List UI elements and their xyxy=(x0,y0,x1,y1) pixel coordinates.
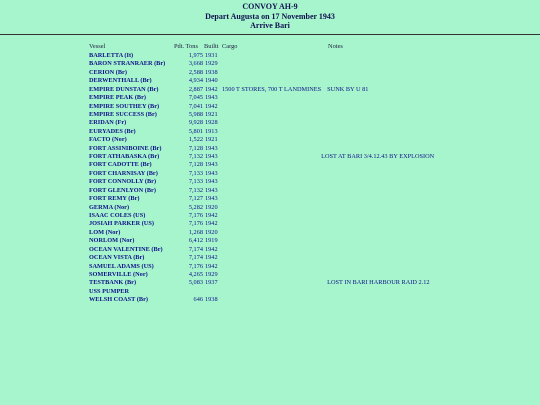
notes-cell xyxy=(321,271,434,279)
built-cell: 1929 xyxy=(205,270,218,278)
table-row xyxy=(89,254,434,262)
cargo-cell xyxy=(222,229,321,237)
cargo-cell xyxy=(222,94,321,102)
tons-cell: 7,132 xyxy=(188,186,203,194)
cargo-cell xyxy=(222,52,321,60)
cargo-cell xyxy=(222,237,321,245)
table-row xyxy=(89,246,434,254)
table-row xyxy=(89,69,434,77)
table-row xyxy=(89,77,434,85)
cargo-cell xyxy=(222,128,321,136)
built-cell: 1942 xyxy=(205,85,218,93)
cargo-cell xyxy=(222,136,321,144)
cargo-cell xyxy=(222,246,321,254)
cargo-cell xyxy=(222,296,321,304)
cargo-cell xyxy=(222,103,321,111)
table-row xyxy=(89,212,434,220)
cargo-cell xyxy=(222,170,321,178)
notes-cell xyxy=(321,60,434,68)
built-cell: 1920 xyxy=(205,203,218,211)
tons-cell: 7,128 xyxy=(188,161,203,169)
built-cell: 1937 xyxy=(205,279,218,287)
tons-cell: 7,041 xyxy=(188,102,203,110)
tons-cell: 7,045 xyxy=(188,94,203,102)
cargo-cell xyxy=(222,111,321,119)
built-cell: 1928 xyxy=(205,119,218,127)
convoy-header xyxy=(0,0,540,31)
cargo-cell xyxy=(222,60,321,68)
built-cell: 1919 xyxy=(205,237,218,245)
notes-cell: LOST IN BARI HARBOUR RAID 2.12 xyxy=(327,279,430,287)
notes-cell xyxy=(321,220,434,228)
tons-cell: 7,133 xyxy=(188,178,203,186)
tons-cell: 2,588 xyxy=(188,68,203,76)
tons-cell: 1,268 xyxy=(188,228,203,236)
vessel-cell: GERMA (Nor) xyxy=(89,203,130,211)
built-cell: 1943 xyxy=(205,94,218,102)
vessel-cell: BARON STRANRAER (Br) xyxy=(89,60,166,68)
table-row xyxy=(89,60,434,68)
built-cell: 1943 xyxy=(205,178,218,186)
built-cell: 1942 xyxy=(205,220,218,228)
vessel-cell: SOMERVILLE (Nor) xyxy=(89,270,148,278)
built-cell: 1942 xyxy=(205,254,218,262)
tons-cell: 7,132 xyxy=(188,153,203,161)
notes-cell xyxy=(321,229,434,237)
vessel-cell: LOM (Nor) xyxy=(89,228,121,236)
table-row xyxy=(89,288,434,296)
notes-cell xyxy=(321,161,434,169)
built-cell: 1943 xyxy=(205,169,218,177)
notes-cell xyxy=(321,246,434,254)
table-row xyxy=(89,263,434,271)
built-cell: 1938 xyxy=(205,68,218,76)
table-row xyxy=(89,271,434,279)
convoy-title: CONVOY AH-9 xyxy=(242,2,298,11)
cargo-cell xyxy=(222,263,321,271)
notes-cell xyxy=(321,94,434,102)
vessel-cell: JOSIAH PARKER (US) xyxy=(89,220,154,228)
notes-cell xyxy=(321,170,434,178)
tons-cell: 2,887 xyxy=(188,85,203,93)
vessel-cell: FORT CONNOLLY (Br) xyxy=(89,178,157,186)
built-cell: 1943 xyxy=(205,186,218,194)
table-row xyxy=(89,119,434,127)
cargo-cell xyxy=(222,69,321,77)
vessel-cell: BARLETTA (It) xyxy=(89,52,134,59)
header-rule xyxy=(0,34,540,35)
table-row xyxy=(89,103,434,111)
built-cell: 1938 xyxy=(205,296,218,304)
tons-cell: 7,133 xyxy=(188,169,203,177)
tons-cell: 1,975 xyxy=(188,52,203,59)
vessel-cell: FORT ASSINIBOINE (Br) xyxy=(89,144,162,152)
built-cell: 1920 xyxy=(205,228,218,236)
cargo-cell xyxy=(222,145,321,153)
vessel-cell: CERION (Br) xyxy=(89,68,127,76)
notes-cell xyxy=(321,204,434,212)
notes-cell xyxy=(321,119,434,127)
built-cell: 1921 xyxy=(205,110,218,118)
notes-cell xyxy=(321,69,434,77)
table-row xyxy=(89,229,434,237)
built-cell: 1943 xyxy=(205,195,218,203)
col-built: Builtt xyxy=(204,43,219,50)
arrive-line: Arrive Bari xyxy=(250,21,290,30)
notes-cell xyxy=(321,178,434,186)
col-vessel: Vessel xyxy=(89,43,106,50)
vessel-cell: SAMUEL ADAMS (US) xyxy=(89,262,154,270)
table-row xyxy=(89,128,434,136)
cargo-cell xyxy=(222,153,321,161)
built-cell: 1942 xyxy=(205,212,218,220)
notes-cell xyxy=(321,212,434,220)
cargo-cell xyxy=(222,271,321,279)
cargo-cell xyxy=(222,178,321,186)
notes-cell xyxy=(321,103,434,111)
built-cell: 1943 xyxy=(205,161,218,169)
table-row xyxy=(89,237,434,245)
tons-cell: 9,928 xyxy=(188,119,203,127)
vessel-cell: TESTBANK (Br) xyxy=(89,279,137,287)
table-row xyxy=(89,94,434,102)
cargo-cell xyxy=(222,161,321,169)
notes-cell xyxy=(321,195,434,203)
tons-cell: 3,668 xyxy=(188,60,203,68)
cargo-cell xyxy=(222,187,321,195)
built-cell: 1931 xyxy=(205,52,218,59)
built-cell: 1942 xyxy=(205,102,218,110)
vessel-cell: EURYADES (Br) xyxy=(89,127,136,135)
vessel-cell: ERIDAN (Fr) xyxy=(89,119,127,127)
col-cargo: Cargo xyxy=(222,43,238,50)
notes-cell: LOST AT BARI 3/4.12.43 BY EXPLOSION xyxy=(321,153,435,161)
tons-cell: 4,265 xyxy=(188,270,203,278)
notes-cell xyxy=(321,145,434,153)
table-row xyxy=(89,170,434,178)
cargo-cell xyxy=(222,77,321,85)
built-cell: 1942 xyxy=(205,262,218,270)
notes-cell: SUNK BY U 81 xyxy=(327,85,369,93)
cargo-cell xyxy=(222,204,321,212)
table-row xyxy=(89,153,434,161)
notes-cell xyxy=(321,288,434,296)
vessel-cell: DERWENTHALL (Br) xyxy=(89,77,152,85)
vessel-cell: FACTO (Nor) xyxy=(89,136,127,144)
tons-cell: 5,083 xyxy=(188,279,203,287)
built-cell: 1942 xyxy=(205,245,218,253)
cargo-cell xyxy=(222,254,321,262)
vessel-table xyxy=(89,52,434,305)
notes-cell xyxy=(321,296,434,304)
vessel-cell: OCEAN VALENTINE (Br) xyxy=(89,245,163,253)
notes-cell xyxy=(321,237,434,245)
table-row xyxy=(89,195,434,203)
table-row xyxy=(89,136,434,144)
notes-cell xyxy=(321,254,434,262)
cargo-cell xyxy=(222,119,321,127)
vessel-cell: NORLOM (Nor) xyxy=(89,237,135,245)
tons-cell: 7,127 xyxy=(188,195,203,203)
tons-cell: 7,176 xyxy=(188,220,203,228)
cargo-cell: 1500 T STORES, 700 T LANDMINES xyxy=(222,85,322,93)
tons-cell: 7,128 xyxy=(188,144,203,152)
table-row xyxy=(89,52,434,60)
vessel-cell: FORT ATHABASKA (Br) xyxy=(89,153,160,161)
vessel-cell: EMPIRE SUCCESS (Br) xyxy=(89,110,157,118)
notes-cell xyxy=(321,52,434,60)
built-cell xyxy=(205,288,222,296)
vessel-cell: EMPIRE PEAK (Br) xyxy=(89,94,147,102)
built-cell: 1913 xyxy=(205,127,218,135)
vessel-cell: FORT CADOTTE (Br) xyxy=(89,161,152,169)
vessel-cell: EMPIRE SOUTHEY (Br) xyxy=(89,102,160,110)
table-row xyxy=(89,187,434,195)
built-cell: 1921 xyxy=(205,136,218,144)
vessel-cell: WELSH COAST (Br) xyxy=(89,296,149,304)
tons-cell: 7,174 xyxy=(188,245,203,253)
notes-cell xyxy=(321,263,434,271)
cargo-cell xyxy=(222,220,321,228)
table-row xyxy=(89,145,434,153)
tons-cell: 7,174 xyxy=(188,254,203,262)
depart-line: Depart Augusta on 17 November 1943 xyxy=(205,11,335,21)
vessel-cell: ISAAC COLES (US) xyxy=(89,212,146,220)
table-row xyxy=(89,296,434,304)
tons-cell: 1,522 xyxy=(188,136,203,144)
col-notes: Notes xyxy=(328,43,343,50)
table-row xyxy=(89,111,434,119)
built-cell: 1940 xyxy=(205,77,218,85)
cargo-cell xyxy=(222,279,321,287)
tons-cell xyxy=(173,288,205,296)
tons-cell: 7,176 xyxy=(188,262,203,270)
tons-cell: 4,934 xyxy=(188,77,203,85)
built-cell: 1929 xyxy=(205,60,218,68)
vessel-cell: FORT GLENLYON (Br) xyxy=(89,186,156,194)
notes-cell xyxy=(321,111,434,119)
tons-cell: 5,801 xyxy=(188,127,203,135)
table-row xyxy=(89,279,434,287)
tons-cell: 646 xyxy=(193,296,203,304)
vessel-cell: FORT REMY (Br) xyxy=(89,195,140,203)
vessel-cell: OCEAN VISTA (Br) xyxy=(89,254,145,262)
vessel-cell: FORT CHARNISAY (Br) xyxy=(89,169,158,177)
notes-cell xyxy=(321,187,434,195)
table-row xyxy=(89,86,434,94)
built-cell: 1943 xyxy=(205,153,218,161)
built-cell: 1943 xyxy=(205,144,218,152)
notes-cell xyxy=(321,136,434,144)
cargo-cell xyxy=(222,288,321,296)
table-row xyxy=(89,161,434,169)
table-row xyxy=(89,178,434,186)
cargo-cell xyxy=(222,212,321,220)
table-row xyxy=(89,204,434,212)
notes-cell xyxy=(321,128,434,136)
table-row xyxy=(89,220,434,228)
tons-cell: 5,282 xyxy=(188,203,203,211)
notes-cell xyxy=(321,77,434,85)
tons-cell: 7,176 xyxy=(188,212,203,220)
tons-cell: 5,988 xyxy=(188,110,203,118)
cargo-cell xyxy=(222,195,321,203)
col-tons: Pdt. Tons xyxy=(174,43,198,50)
tons-cell: 6,412 xyxy=(188,237,203,245)
vessel-cell: EMPIRE DUNSTAN (Br) xyxy=(89,85,159,93)
vessel-cell: USS PUMPER xyxy=(89,287,130,295)
